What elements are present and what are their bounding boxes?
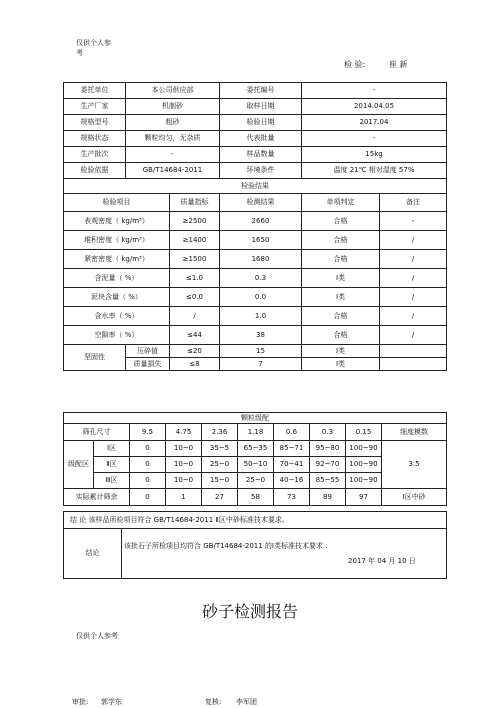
info-row [64, 115, 447, 131]
info-label: 规格型号 [64, 115, 126, 131]
result-item: 表观密度（ kg/m³） [64, 212, 170, 231]
result-remark: / [380, 326, 447, 345]
info-label: 规格状态 [64, 131, 126, 147]
approve-label: 审批: [72, 698, 89, 706]
zone-value: 85~55 [310, 473, 346, 489]
result-value: 1.0 [220, 307, 302, 326]
result-spec: ≤1.0 [170, 269, 220, 288]
info-label: 检验日期 [220, 115, 302, 131]
sieve-size: 1.18 [238, 424, 274, 441]
col-spec: 质量指标 [170, 194, 220, 212]
result-spec: ≥1400 [170, 231, 220, 250]
result-remark: / [380, 307, 447, 326]
firmness-label: 坚固性 [64, 345, 126, 371]
result-verdict: 合格 [302, 307, 380, 326]
info-row [64, 131, 447, 147]
info-section [64, 83, 447, 163]
firmness-spec: ≤8 [170, 358, 220, 371]
result-spec: ≥1500 [170, 250, 220, 269]
result-row [64, 250, 447, 269]
result-row [64, 212, 447, 231]
result-spec: ≤44 [170, 326, 220, 345]
result-spec: ≥2500 [170, 212, 220, 231]
conclusion-label: 结论 [64, 529, 122, 579]
result-item: 紧密密度（ kg/m³） [64, 250, 170, 269]
info-value: 2014.04.05 [302, 99, 447, 115]
env-label: 环境条件 [220, 163, 302, 179]
info-value: 2017.04 [302, 115, 447, 131]
info-value: - [302, 83, 447, 99]
actual-value: 27 [202, 489, 238, 506]
info-label: 取样日期 [220, 99, 302, 115]
info-row [64, 147, 447, 163]
info-value: 粗砂 [126, 115, 220, 131]
info-row [64, 83, 447, 99]
sieve-size: 9.5 [130, 424, 166, 441]
info-value: 15kg [302, 147, 447, 163]
result-row [64, 231, 447, 250]
report-title: 砂子检测报告 [201, 602, 298, 621]
info-row [64, 99, 447, 115]
info-value: 本公司供应部 [126, 83, 220, 99]
actual-value: 73 [274, 489, 310, 506]
info-value: 机制砂 [126, 99, 220, 115]
result-item: 泥块含量（ %） [64, 288, 170, 307]
conclusion-table [63, 511, 447, 579]
zone-value: 100~90 [346, 441, 382, 457]
result-verdict: 合格 [302, 231, 380, 250]
conclusion-text: 该批石子所检项目均符合 GB/T14684-2011 的Ⅰ类标准技术要求 . [124, 542, 328, 550]
inspector-label: 检 验: [344, 60, 366, 69]
result-remark: / [380, 288, 447, 307]
results-section [64, 212, 447, 345]
zone-value: 50~10 [238, 457, 274, 473]
zone-value: 40~16 [274, 473, 310, 489]
info-label: 委托单位 [64, 83, 126, 99]
result-remark: / [380, 269, 447, 288]
review-name: 李军团 [236, 698, 257, 706]
zone-name: Ⅰ区 [94, 441, 130, 457]
zone-value: 25~0 [202, 457, 238, 473]
info-value: - [302, 131, 447, 147]
firmness-item: 压碎值 [126, 345, 170, 358]
col-verdict: 单项判定 [302, 194, 380, 212]
result-value: 38 [220, 326, 302, 345]
zone-value: 25~0 [238, 473, 274, 489]
result-value: 1680 [220, 250, 302, 269]
info-label: 委托编号 [220, 83, 302, 99]
result-remark: / [380, 231, 447, 250]
sieve-size: 0.15 [346, 424, 382, 441]
zone-value: 0 [130, 441, 166, 457]
sieve-size: 2.36 [202, 424, 238, 441]
inspector-name: 崔 新 [389, 60, 408, 69]
result-value: 2660 [220, 212, 302, 231]
result-verdict: Ⅰ类 [302, 288, 380, 307]
zone-label: 级配区 [64, 441, 94, 489]
result-row [64, 288, 447, 307]
conclusion-summary: 结 论 该样品所检项目符合 GB/T14684-2011 Ⅱ区中砂标准技术要求。 [64, 512, 447, 529]
zone-name: Ⅲ区 [94, 473, 130, 489]
result-verdict: Ⅰ类 [302, 269, 380, 288]
fineness-label: 细度模数 [382, 424, 447, 441]
firmness-result: 7 [220, 358, 302, 371]
info-value: - [126, 147, 220, 163]
conclusion-date: 2017 年 04 月 10 日 [348, 557, 416, 565]
basis-value: GB/T14684-2011 [126, 163, 220, 179]
firmness-remark [380, 358, 447, 371]
result-item: 含水率（ %） [64, 307, 170, 326]
zone-value: 95~80 [310, 441, 346, 457]
firmness-result: 15 [220, 345, 302, 358]
firmness-spec: ≤20 [170, 345, 220, 358]
firmness-verdict: Ⅰ类 [302, 358, 380, 371]
firmness-item: 质量损失 [126, 358, 170, 371]
result-item: 含泥量（ %） [64, 269, 170, 288]
zone-value: 70~41 [274, 457, 310, 473]
result-value: 0.3 [220, 269, 302, 288]
col-result: 检测结果 [220, 194, 302, 212]
result-spec: / [170, 307, 220, 326]
col-remark: 备注 [380, 194, 447, 212]
zone-value: 10~0 [166, 441, 202, 457]
firmness-verdict: Ⅰ类 [302, 345, 380, 358]
info-label: 生产批次 [64, 147, 126, 163]
result-value: 0.0 [220, 288, 302, 307]
result-remark: / [380, 250, 447, 269]
info-value: 颗粒均匀，无杂质 [126, 131, 220, 147]
info-label: 代表批量 [220, 131, 302, 147]
result-value: 1650 [220, 231, 302, 250]
col-item: 检验项目 [64, 194, 170, 212]
grading-table [63, 412, 447, 506]
zone-name: Ⅱ区 [94, 457, 130, 473]
actual-zone: Ⅰ区中砂 [382, 489, 447, 506]
zone-value: 15~0 [202, 473, 238, 489]
watermark-note-cont: 考 [76, 49, 83, 57]
actual-label: 实际累计筛余 [64, 489, 130, 506]
result-verdict: 合格 [302, 212, 380, 231]
footer-note: 仅供个人参考 [76, 632, 118, 640]
zone-value: 0 [130, 473, 166, 489]
actual-value: 97 [346, 489, 382, 506]
actual-value: 58 [238, 489, 274, 506]
watermark-note: 仅供个人参 [76, 39, 111, 47]
zone-value: 85~71 [274, 441, 310, 457]
sieve-size: 0.3 [310, 424, 346, 441]
sieve-size: 4.75 [166, 424, 202, 441]
actual-value: 89 [310, 489, 346, 506]
zone-value: 100~90 [346, 457, 382, 473]
results-section-title: 检验结果 [64, 179, 447, 194]
zone-value: 0 [130, 457, 166, 473]
result-spec: ≤0.0 [170, 288, 220, 307]
result-verdict: 合格 [302, 250, 380, 269]
result-remark: - [380, 212, 447, 231]
firmness-remark [380, 345, 447, 358]
zone-value: 10~0 [166, 473, 202, 489]
result-row [64, 269, 447, 288]
fineness-value: 3.5 [382, 441, 447, 489]
grading-section-title: 颗粒级配 [64, 413, 447, 424]
basis-label: 检验依据 [64, 163, 126, 179]
sieve-label: 筛孔尺寸 [64, 424, 130, 441]
zone-value: 65~35 [238, 441, 274, 457]
zone-value: 100~90 [346, 473, 382, 489]
inspection-table [63, 82, 447, 371]
zone-value: 35~5 [202, 441, 238, 457]
result-item: 空隙率（ %） [64, 326, 170, 345]
review-label: 复核: [205, 698, 222, 706]
actual-value: 1 [166, 489, 202, 506]
result-verdict: 合格 [302, 326, 380, 345]
result-row [64, 326, 447, 345]
info-label: 样品数量 [220, 147, 302, 163]
actual-value: 0 [130, 489, 166, 506]
conclusion-cell [122, 529, 447, 579]
approve-name: 郭学东 [101, 698, 122, 706]
info-label: 生产厂家 [64, 99, 126, 115]
result-item: 堆积密度（ kg/m³） [64, 231, 170, 250]
sieve-size: 0.6 [274, 424, 310, 441]
zone-value: 10~0 [166, 457, 202, 473]
result-row [64, 307, 447, 326]
zone-value: 92~70 [310, 457, 346, 473]
env-value: 温度 21℃ 相对湿度 57% [302, 163, 447, 179]
